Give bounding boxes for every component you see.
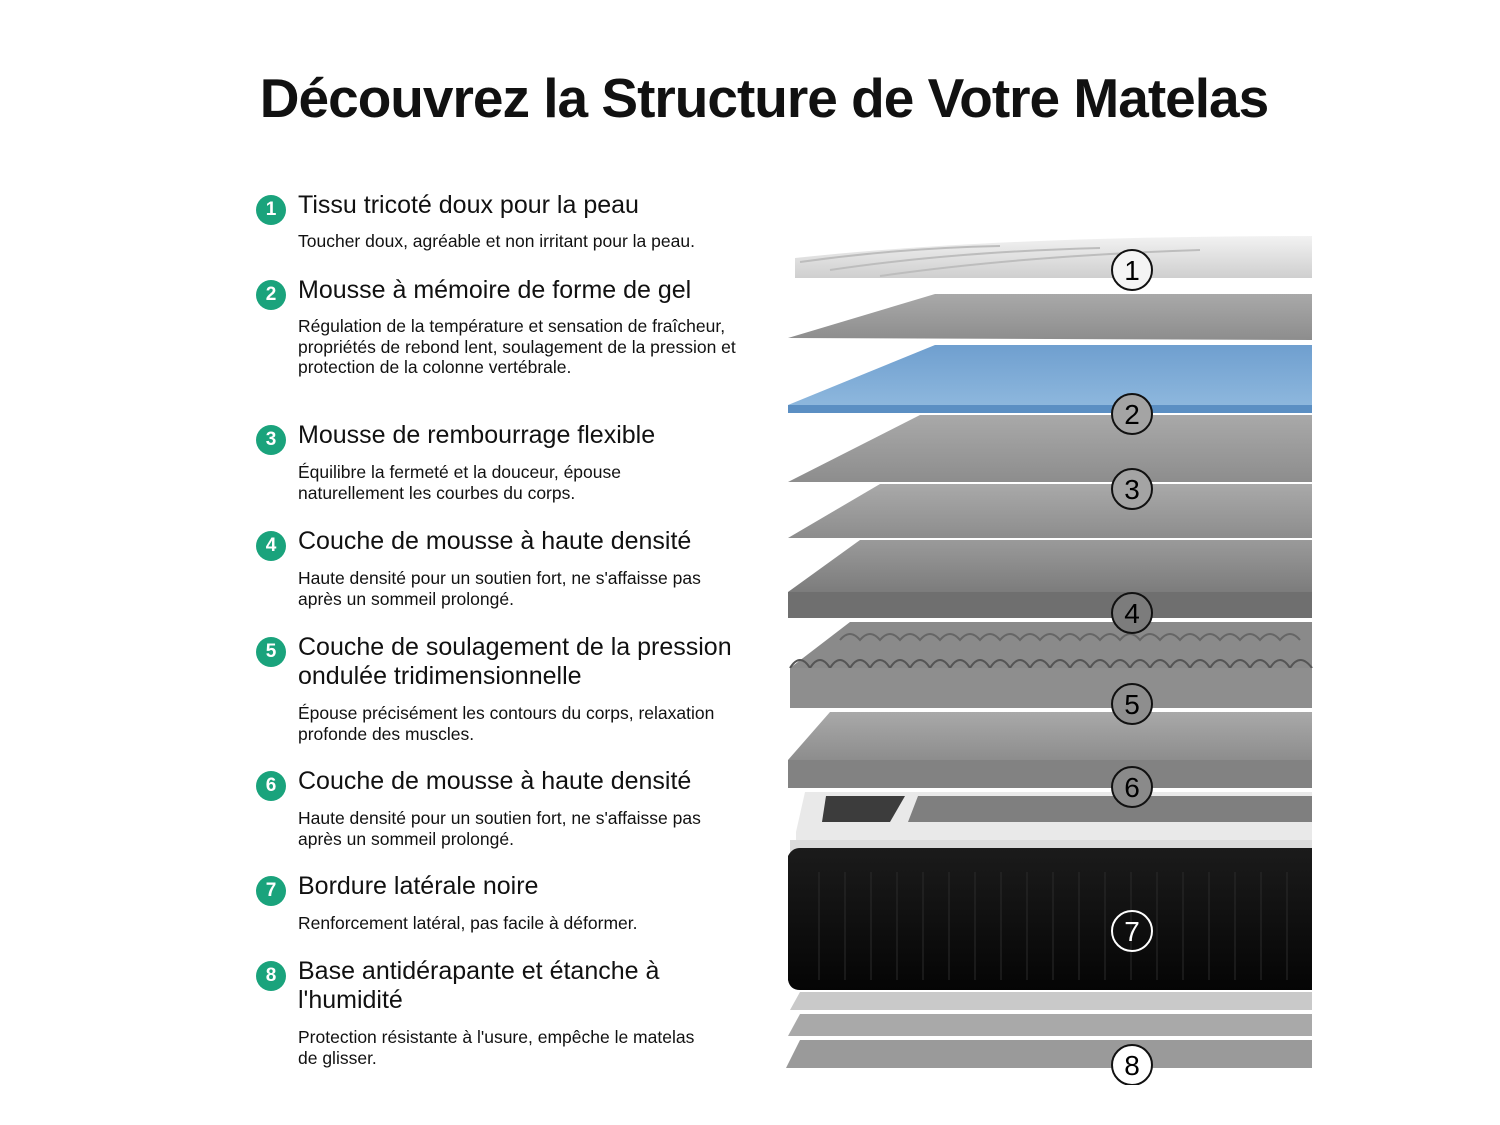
layer-number-badge: 6 <box>256 771 286 801</box>
diagram-label-1 <box>1112 250 1152 290</box>
layer-description: Protection résistante à l'usure, empêche le matelas de glisser. <box>298 1027 695 1068</box>
layer-title: Couche de mousse à haute densité <box>298 527 692 555</box>
svg-text:4: 4 <box>1124 598 1140 629</box>
layer-number-badge: 8 <box>256 961 286 991</box>
layer-3-flexible-foam <box>788 415 1312 482</box>
diagram-label-8 <box>1112 1045 1152 1085</box>
layer-description: Haute densité pour un soutien fort, ne s'affaisse pas après un sommeil prolongé. <box>298 568 701 609</box>
layer-8-base <box>786 992 1312 1068</box>
layer-title: Couche de soulagement de la pression ondulée tridimensionnelle <box>298 633 732 690</box>
diagram-label-4 <box>1112 593 1152 633</box>
svg-text:7: 7 <box>1124 916 1140 947</box>
diagram-label-3 <box>1112 469 1152 509</box>
layer-6-high-density-foam <box>788 712 1312 788</box>
layer-4-high-density-foam <box>788 540 1312 618</box>
layer-title: Base antidérapante et étanche à l'humidité <box>298 957 660 1014</box>
layer-3b-sheet <box>788 484 1312 538</box>
page-title: Découvrez la Structure de Votre Matelas <box>259 67 1269 129</box>
layer-7-black-border <box>788 792 1312 990</box>
layer-description: Haute densité pour un soutien fort, ne s'affaisse pas après un sommeil prolongé. <box>298 808 701 849</box>
layer-1-fabric <box>795 236 1312 278</box>
svg-text:6: 6 <box>1124 772 1140 803</box>
layer-5-egg-crate-foam <box>790 622 1312 708</box>
layer-description: Toucher doux, agréable et non irritant pour la peau. <box>298 231 695 251</box>
mattress-layers-diagram <box>780 225 1320 1085</box>
svg-text:8: 8 <box>1124 1050 1140 1081</box>
layer-number-badge: 2 <box>256 280 286 310</box>
layer-2-gel-foam <box>788 345 1312 413</box>
svg-text:3: 3 <box>1124 474 1140 505</box>
layer-title: Couche de mousse à haute densité <box>298 767 692 795</box>
layer-title: Mousse de rembourrage flexible <box>298 421 656 449</box>
diagram-label-6 <box>1112 767 1152 807</box>
svg-text:5: 5 <box>1124 689 1140 720</box>
layer-number-badge: 7 <box>256 876 286 906</box>
layer-number-badge: 5 <box>256 637 286 667</box>
layer-title: Tissu tricoté doux pour la peau <box>298 191 639 219</box>
layer-title: Bordure latérale noire <box>298 872 539 900</box>
layer-title: Mousse à mémoire de forme de gel <box>298 276 692 304</box>
diagram-label-5 <box>1112 684 1152 724</box>
layer-2-top-sheet <box>788 294 1312 340</box>
diagram-label-2 <box>1112 394 1152 434</box>
svg-text:1: 1 <box>1124 255 1140 286</box>
layer-description: Renforcement latéral, pas facile à déformer. <box>298 913 638 933</box>
layer-number-badge: 3 <box>256 425 286 455</box>
layer-description: Équilibre la fermeté et la douceur, épouse naturellement les courbes du corps. <box>298 462 621 503</box>
layer-number-badge: 4 <box>256 531 286 561</box>
layer-description: Épouse précisément les contours du corps, relaxation profonde des muscles. <box>298 703 715 744</box>
layer-description: Régulation de la température et sensation de fraîcheur, propriétés de rebond lent, soulagement de la pression et protection de la colonne vertébrale. <box>298 316 736 377</box>
svg-text:2: 2 <box>1124 399 1140 430</box>
layer-number-badge: 1 <box>256 195 286 225</box>
